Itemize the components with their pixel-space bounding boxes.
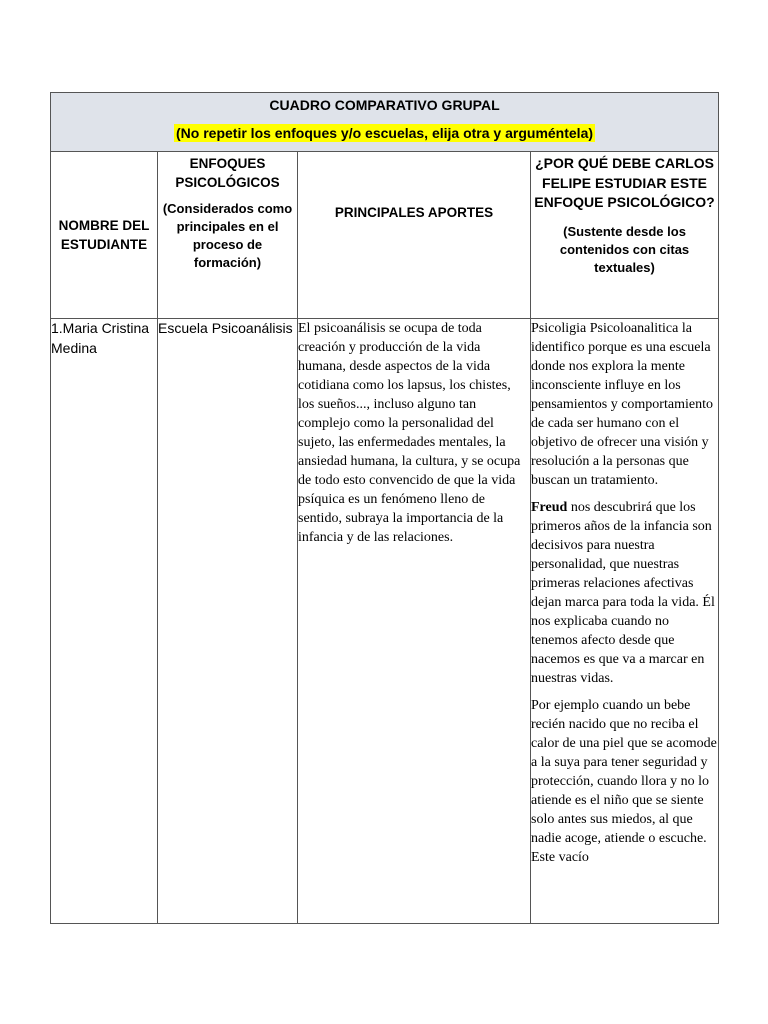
header-approaches bbox=[158, 152, 298, 319]
table-row bbox=[51, 319, 719, 924]
header-contributions bbox=[298, 152, 531, 319]
cell-why bbox=[531, 319, 719, 924]
header-why-title: ¿POR QUÉ DEBE CARLOS FELIPE ESTUDIAR ESTE ENFOQUE PSICOLÓGICO? bbox=[534, 155, 715, 210]
table-banner-row bbox=[51, 93, 719, 152]
why-paragraph-1: Psicoligia Psicoloanalitica la identifico porque es una escuela donde nos explora la mente inconsciente influye en los pensamientos y comportamiento de cada ser humano con el objetivo de ofrecer una visión y resolución a la personas que buscan un tratamiento. bbox=[531, 321, 713, 488]
cell-approach bbox=[158, 319, 298, 924]
cell-student bbox=[51, 319, 158, 924]
contribution-text: El psicoanálisis se ocupa de toda creación y producción de la vida humana, desde aspectos de la vida cotidiana como los lapsus, los chistes, los sueños..., incluso alguno tan complejo como la personalidad del sujeto, las enfermedades mentales, la ansiedad humana, la cultura, y se ocupa de todo esto convencido de que la vida psíquica es un fenómeno lleno de sentido, subraya la importancia de la infancia y de las relaciones. bbox=[298, 321, 521, 545]
why-paragraph-3: Por ejemplo cuando un bebe recién nacido que no reciba el calor de una piel que se acomode a la suya para tener seguridad y protección, cuando llora y no lo atiende es el niño que se siente solo antes sus miedos, al que nadie acoge, atiende o escuche. Este vacío bbox=[531, 698, 717, 865]
comparison-table-container bbox=[50, 92, 718, 924]
header-why bbox=[531, 152, 719, 319]
approach-name: Escuela Psicoanálisis bbox=[158, 320, 293, 336]
header-approaches-note: (Considerados como principales en el proceso de formación) bbox=[162, 201, 293, 270]
header-student bbox=[51, 152, 158, 319]
table-title: CUADRO COMPARATIVO GRUPAL bbox=[269, 97, 500, 113]
table-banner bbox=[51, 93, 719, 152]
header-contributions-label: PRINCIPALES APORTES bbox=[334, 205, 494, 220]
comparison-table bbox=[50, 92, 719, 924]
header-student-label: NOMBRE DEL ESTUDIANTE bbox=[58, 218, 150, 252]
table-header-row bbox=[51, 152, 719, 319]
table-subtitle-highlighted: (No repetir los enfoques y/o escuelas, elija otra y arguméntela) bbox=[176, 125, 594, 141]
header-approaches-title: ENFOQUES PSICOLÓGICOS bbox=[175, 156, 280, 190]
cell-contribution bbox=[298, 319, 531, 924]
header-why-note: (Sustente desde los contenidos con citas textuales) bbox=[559, 223, 690, 275]
why-paragraph-2-text: nos descubrirá que los primeros años de la infancia son decisivos para nuestra personalidad, que nuestras primeras relaciones afectivas dejan marca para toda la vida. Él nos explicaba cuando no tenemos afecto desde que nacemos es que va a marcar en nuestras vidas. bbox=[531, 500, 715, 686]
student-name: 1.Maria Cristina Medina bbox=[51, 320, 150, 356]
why-paragraph-2-author: Freud bbox=[531, 500, 568, 515]
why-paragraph-2 bbox=[531, 498, 718, 688]
